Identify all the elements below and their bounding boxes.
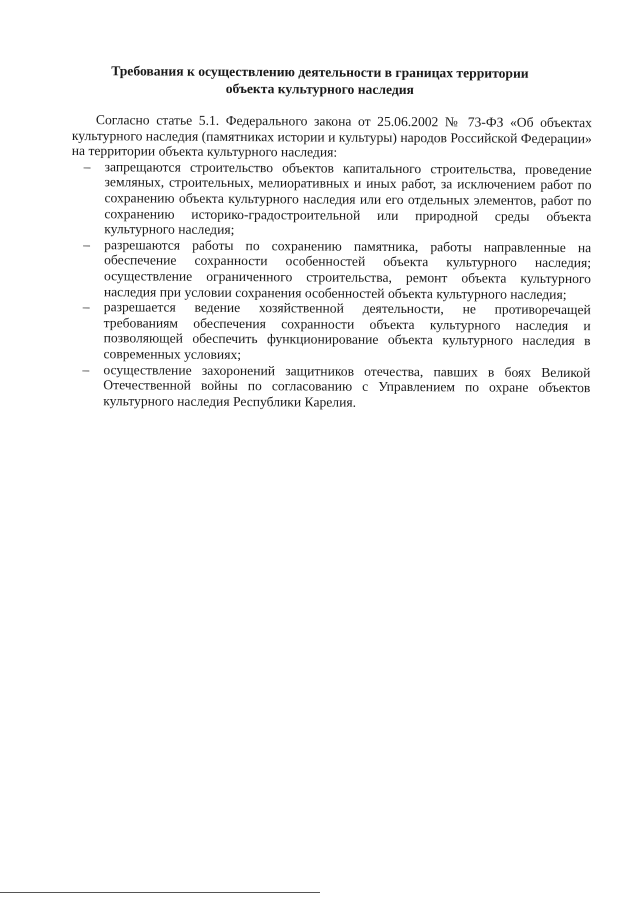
title-line-1: Требования к осуществлению деятельности в границах территории (111, 63, 529, 81)
list-item (70, 361, 590, 411)
document-title (70, 62, 570, 99)
list-item (71, 159, 591, 240)
dash-bullet: – (82, 299, 90, 315)
dash-bullet: – (82, 361, 90, 377)
dash-bullet: – (83, 158, 91, 174)
list-item-text: осуществление захоронений защитников отечества, павших в боях Великой Отечественной войны по согласованию с Управлением по охране объектов культурного наследия Республики Карелия. (103, 361, 591, 410)
title-line-2: объекта культурного наследия (225, 80, 414, 98)
intro-paragraph: Согласно статье 5.1. Федерального закона от 25.06.2002 № 73-ФЗ «Об объектах культурного наследия (памятниках истории и культуры) народов Российской Федерации» на территории объекта культурного наследия: (71, 112, 592, 160)
list-item (70, 299, 590, 365)
bottom-scan-line (0, 892, 320, 893)
list-item-text: разрешаются работы по сохранению памятника, работы направленные на обеспечение сохранности особенностей объекта культурного наследия; осуществление ограниченного строительства, ремонт объекта культурного наследия при условии сохранения особенностей объекта культурного наследия; (103, 236, 592, 302)
document-body (70, 112, 592, 411)
list-item (71, 237, 591, 303)
list-item-text: разрешается ведение хозяйственной деятельности, не противоречащей требованиям обеспечения сохранности объекта культурного наследия и позволяющей обеспечить функционирование объекта культурного наследия в современных условиях; (103, 299, 591, 362)
dash-bullet: – (83, 236, 91, 252)
list-item-text: запрещаются строительство объектов капитального строительства, проведение земляных, строительных, мелиоративных и иных работ, за исключением работ по сохранению объекта культурного наследия или его отдельных элементов, работ по сохранению историко-градостроительной или природной среды объекта культурного наследия; (104, 158, 592, 238)
requirements-list (70, 159, 592, 412)
